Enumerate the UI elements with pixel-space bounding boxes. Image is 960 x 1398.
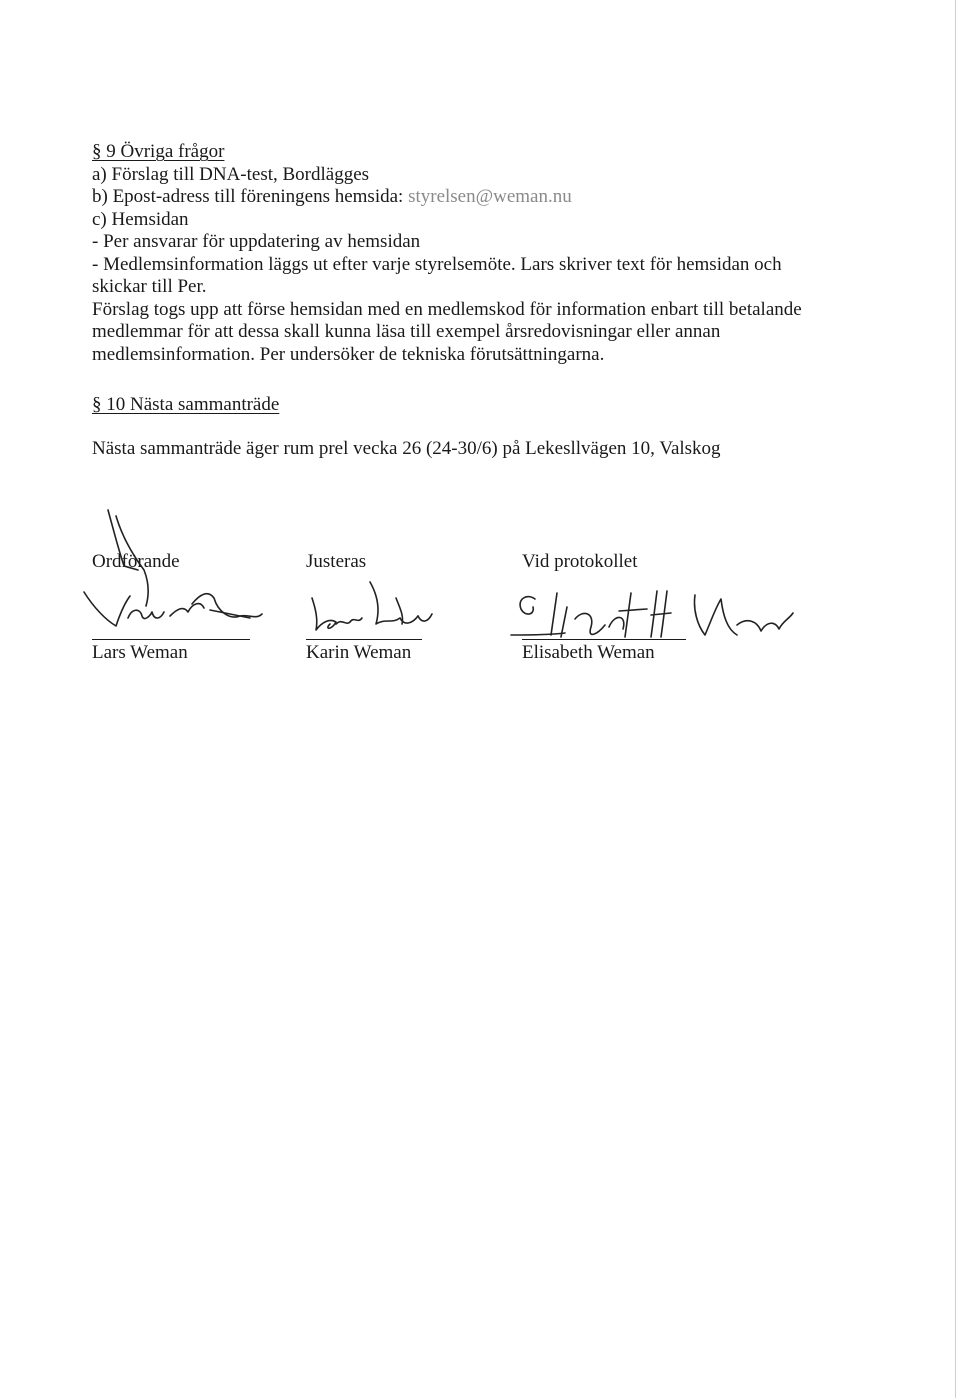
next-meeting-text: Nästa sammanträde äger rum prel vecka 26 (24-30/6) på Lekesllvägen 10, Valskog — [92, 438, 721, 459]
signature-name: Elisabeth Weman — [522, 642, 655, 663]
item-b — [92, 186, 872, 209]
proposal-line-2: medlemmar för att dessa skall kunna läsa till exempel årsredovisningar eller annan — [92, 321, 721, 342]
signature-scribble-karin — [300, 578, 440, 638]
bullet-1: - Per ansvarar för uppdatering av hemsidan — [92, 231, 421, 252]
section-10 — [92, 394, 872, 417]
signature-scribble-lars — [80, 508, 270, 638]
signature-role: Ordförande — [92, 551, 180, 572]
signature-scribble-elisabeth — [505, 585, 795, 645]
section-9 — [92, 141, 872, 366]
signature-name: Lars Weman — [92, 642, 188, 663]
signature-name: Karin Weman — [306, 642, 412, 663]
signature-role: Vid protokollet — [522, 551, 638, 572]
item-c: c) Hemsidan — [92, 208, 189, 230]
item-b-label: b) Epost-adress till föreningens hemsida: — [92, 186, 409, 207]
signature-line — [306, 639, 422, 640]
signature-role: Justeras — [306, 551, 367, 572]
page-edge — [955, 0, 956, 1398]
section-10-heading: § 10 Nästa sammanträde — [92, 394, 280, 415]
email-link[interactable]: styrelsen@weman.nu — [408, 186, 572, 207]
proposal-line-3: medlemsinformation. Per undersöker de tekniska förutsättningarna. — [92, 343, 605, 365]
signature-line — [92, 639, 250, 640]
bullet-2-line-2: skickar till Per. — [92, 276, 207, 297]
section-9-heading: § 9 Övriga frågor — [92, 141, 225, 162]
proposal-line-1: Förslag togs upp att förse hemsidan med en medlemskod för information enbart till betalande — [92, 298, 802, 320]
bullet-2-line-1: - Medlemsinformation läggs ut efter varje styrelsemöte. Lars skriver text för hemsidan och — [92, 253, 782, 275]
item-a: a) Förslag till DNA-test, Bordlägges — [92, 163, 370, 185]
